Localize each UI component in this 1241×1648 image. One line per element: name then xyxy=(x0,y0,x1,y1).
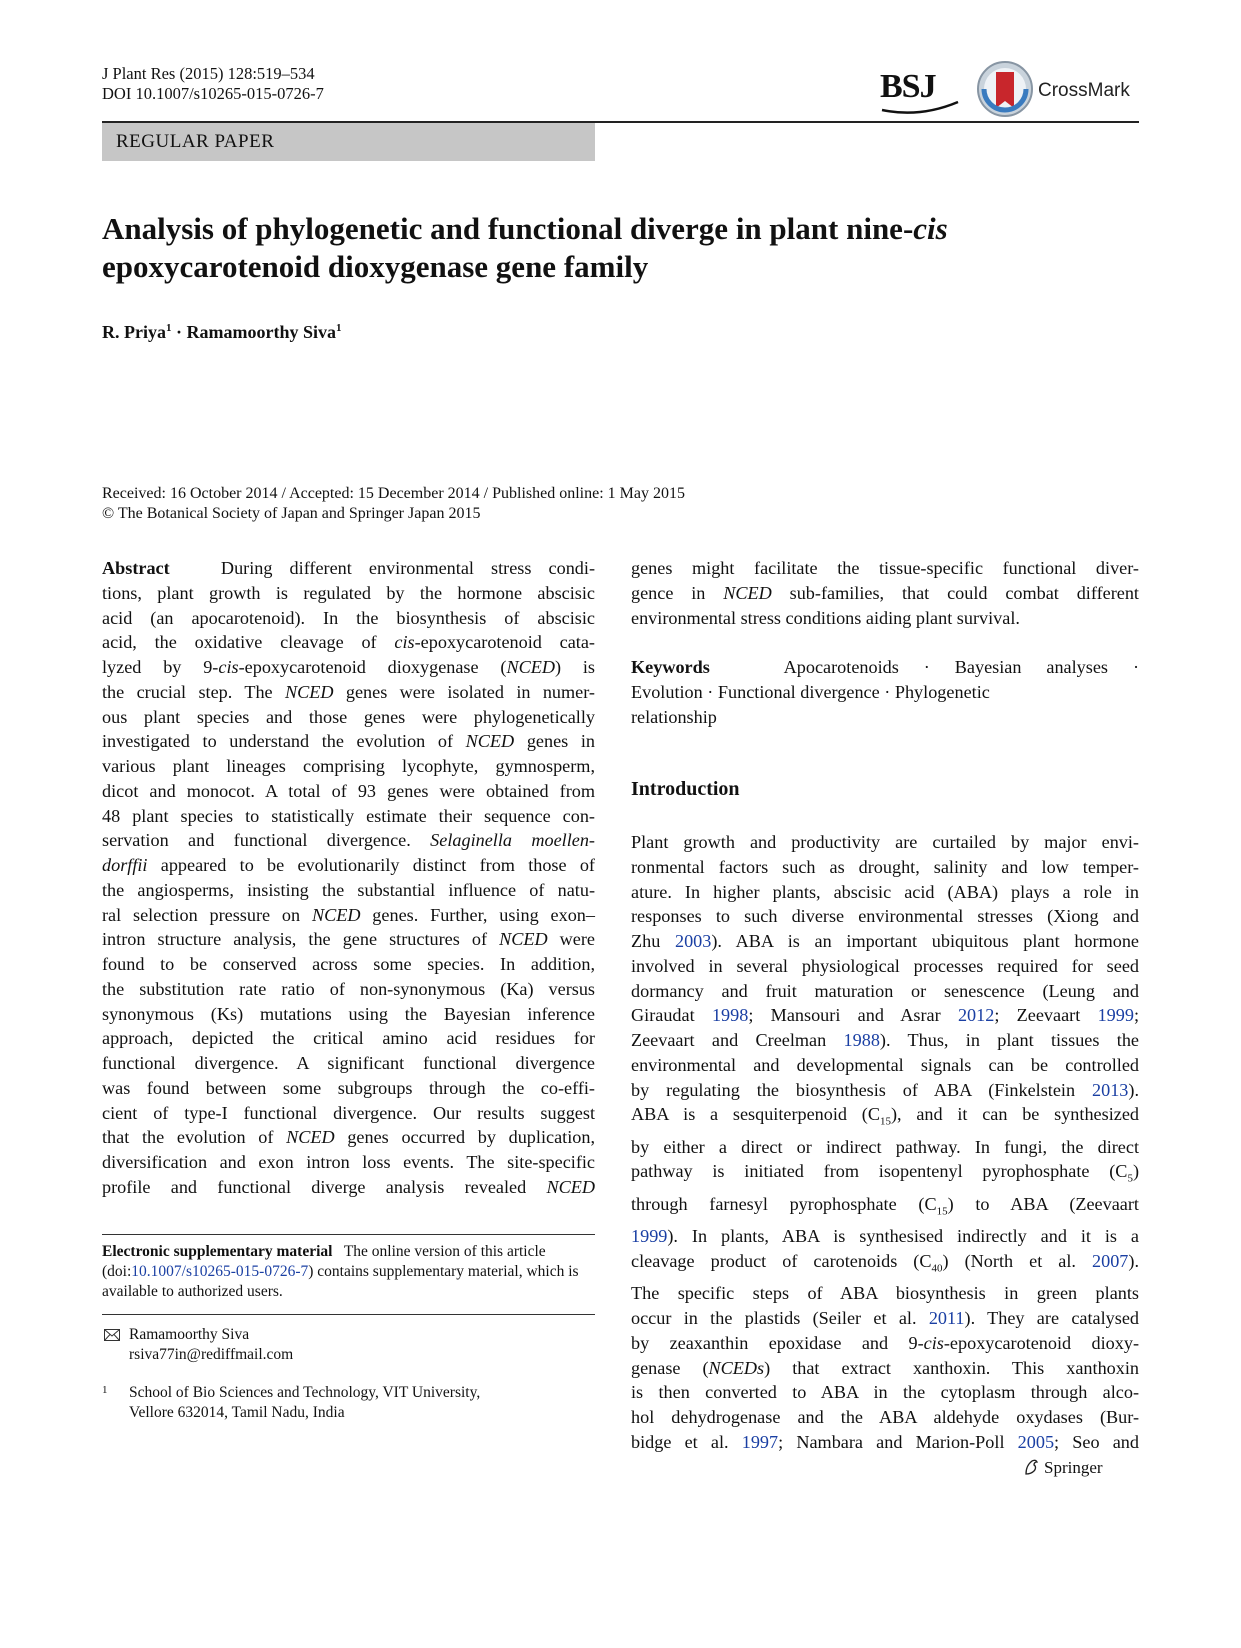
citation-link[interactable]: 1999 xyxy=(1097,1005,1134,1026)
citation-link[interactable]: 2003 xyxy=(674,931,712,951)
keyword-item: Apocarotenoids xyxy=(783,657,899,678)
citation-link[interactable]: 2005 xyxy=(1017,1431,1055,1452)
title-cis: cis xyxy=(913,211,948,246)
copyright: © The Botanical Society of Japan and Springer Japan 2015 xyxy=(102,505,481,522)
publisher-footer xyxy=(1022,1458,1103,1478)
affiliation-number: 1 xyxy=(102,1384,108,1396)
author-2-affiliation: 1 xyxy=(336,322,342,334)
author-1[interactable]: R. Priya xyxy=(102,322,166,342)
footnote-rule xyxy=(102,1234,595,1235)
crossmark-icon[interactable] xyxy=(976,60,1034,118)
citation-link[interactable]: 1999 xyxy=(631,1226,668,1247)
author-list xyxy=(102,322,342,343)
bsj-logo: BSJ xyxy=(880,68,936,105)
keyword-item: Evolution xyxy=(631,682,703,702)
citation-link[interactable]: 1998 xyxy=(711,1005,749,1026)
esm-doi-link[interactable]: 10.1007/s10265-015-0726-7 xyxy=(131,1263,309,1280)
title-line-2: epoxycarotenoid dioxygenase gene family xyxy=(102,249,649,284)
esm-text: The online version of this article (doi: xyxy=(102,1243,546,1280)
keyword-item: Functional divergence xyxy=(717,682,880,702)
footnote-rule xyxy=(102,1314,595,1315)
bsj-swoosh-icon xyxy=(880,100,960,116)
affiliation-line: Vellore 632014, Tamil Nadu, India xyxy=(129,1404,345,1421)
article-title xyxy=(102,210,1132,286)
keywords: Keywords Apocarotenoids · Bayesian analyses · xyxy=(631,657,1140,678)
article-type-band: REGULAR PAPER xyxy=(102,123,595,161)
publisher-name: Springer xyxy=(1044,1458,1103,1477)
citation-link[interactable]: 2007 xyxy=(1092,1250,1129,1271)
esm-text-end: ) contains supplementary material, which is available to authorized users. xyxy=(102,1263,579,1300)
citation-link[interactable]: 2011 xyxy=(928,1308,965,1329)
doi: DOI 10.1007/s10265-015-0726-7 xyxy=(102,84,324,103)
title-line-1: Analysis of phylogenetic and functional diverge in plant nine- xyxy=(102,211,914,246)
abstract: Abstract During different environmental stress condi- tions, plant growth is regulated by the hormone abscisic acid (an apocarotenoid). In the biosynthesis of abscisic acid, the oxidative cleavage of cis-epoxycarotenoid cata- lyzed by 9-cis-epoxycarotenoid dioxygenase (NCED) is the crucial step. The NCED genes were isolated in numer- ous plant species and those genes were phylogenetically investigated to understand the evolution of NCED genes in various plant lineages comprising lycophyte, gymnosperm, dicot and monocot. A total of 93 genes were obtained from 48 plant species to statistically estimate their sequence con- servation and functional divergence. Selaginella moellen- dorffii appeared to be evolutionarily distinct from those of the angiosperms, insisting the substantial influence of natu- ral selection pressure on NCED genes. Further, using exon– intron structure analysis, the gene structures of NCED were found to be conserved across some species. In addition, the substitution rate ratio of non-synonymous (Ka) versus synonymous (Ks) mutations using the Bayesian inference approach, depicted the critical amino acid residues for functional divergence. A significant functional divergence was found between some subgroups through the co-effi- cient of type-I functional divergence. Our results suggest that the evolution of NCED genes occurred by duplication, diversification and exon intron loss events. The site-specific profile and functional diverge analysis revealed NCED xyxy=(102,558,595,1197)
journal-reference: J Plant Res (2015) 128:519–534 xyxy=(102,64,315,83)
header-logos xyxy=(880,58,1140,120)
supplementary-material-note xyxy=(102,1242,595,1302)
crossmark-label[interactable]: CrossMark xyxy=(1038,80,1130,101)
esm-label: Electronic supplementary material xyxy=(102,1243,333,1260)
keywords-label: Keywords xyxy=(631,657,710,678)
journal-header xyxy=(102,64,324,104)
affiliation-line: School of Bio Sciences and Technology, VIT University, xyxy=(129,1384,481,1401)
keyword-item: Bayesian analyses xyxy=(954,657,1108,678)
citation-link[interactable]: 2013 xyxy=(1092,1079,1129,1100)
citation-link[interactable]: 2012 xyxy=(957,1005,995,1026)
abstract-continued: genes might facilitate the tissue-specific functional diver- gence in NCED sub-families, that could combat different environmental stress conditions aiding plant survival. Keywords Apocarotenoids · Bayesian analyses · Evolution · Functional divergence · Phylogenetic relationship xyxy=(631,558,1140,727)
corresponding-author-email[interactable]: rsiva77in@rediffmail.com xyxy=(129,1346,294,1363)
corresponding-author xyxy=(102,1325,595,1365)
springer-horse-icon xyxy=(1022,1458,1040,1476)
author-1-affiliation: 1 xyxy=(165,322,172,334)
section-heading-introduction: Introduction xyxy=(631,778,740,800)
author-separator: · xyxy=(171,322,187,342)
publication-dates xyxy=(102,484,685,524)
introduction-body: Plant growth and productivity are curtailed by major envi- ronmental factors such as drought, salinity and low temper- ature. In higher plants, abscisic acid (ABA) plays a role in responses to such diverse environmental stresses (Xiong and Zhu 2003). ABA is an important ubiquitous plant hormone involved in several physiological processes required for seed dormancy and fruit maturation or senescence (Leung and Giraudat 1998; Mansouri and Asrar 2012; Zeevaart 1999; Zeevaart and Creelman 1988). Thus, in plant tissues the environmental and developmental signals can be controlled by regulating the biosynthesis of ABA (Finkelstein 2013). ABA is a sesquiterpenoid $(C_{15})$, and it can be synthesized by either a direct or indirect pathway. In fungi, the direct pathway is initiated from isopentenyl pyrophosphate $(C_5)$ through farnesyl pyrophosphate $(C_{15})$ to ABA (Zeevaart 1999). In plants, ABA is synthesised indirectly and it is a cleavage product of carotenoids $(C_{40})$ (North et al. 2007). The specific steps of ABA biosynthesis in green plants occur in the plastids (Seiler et al. 2011). They are catalysed by zeaxanthin epoxidase and 9-cis-epoxycarotenoid dioxy- genase (NCEDs) that extract xanthoxin. This xanthoxin is then converted to ABA in the cytoplasm through alco- hol dehydrogenase and the ABA aldehyde oxydases (Bur- bidge et al. 1997; Nambara and Marion-Poll 2005; Seo and xyxy=(631,832,1140,1452)
affiliation xyxy=(102,1383,595,1423)
citation-link[interactable]: 1988 xyxy=(843,1030,880,1050)
citation-link[interactable]: 1997 xyxy=(741,1431,779,1452)
author-2[interactable]: Ramamoorthy Siva xyxy=(186,322,336,342)
abstract-label: Abstract xyxy=(102,558,170,578)
corresponding-author-name: Ramamoorthy Siva xyxy=(129,1326,250,1343)
received-accepted-published: Received: 16 October 2014 / Accepted: 15 December 2014 / Published online: 1 May 2015 xyxy=(102,485,685,502)
envelope-icon xyxy=(104,1329,120,1341)
